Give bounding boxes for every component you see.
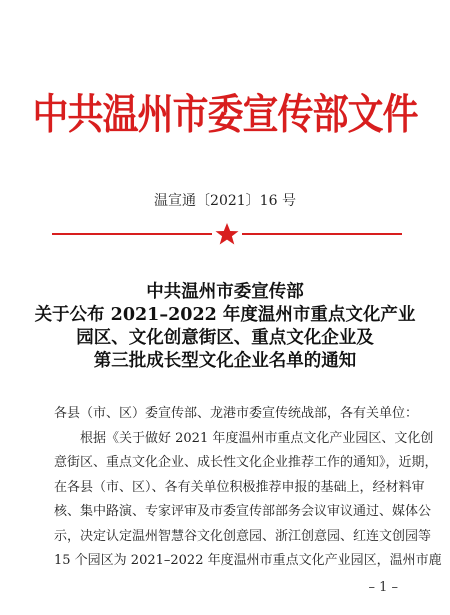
salutation: 各县（市、区）委宣传部、龙港市委宣传统战部，各有关单位：	[54, 406, 419, 421]
page-number: – 1 –	[368, 580, 398, 595]
body-line: 示，决定认定温州智慧谷文化创意园、浙江创意园、红连文创园等	[54, 528, 432, 544]
body-line: 核、集中路演、专家评审及市委宣传部部务会议审议通过、媒体公	[54, 504, 432, 519]
title-line: 园区、文化创意街区、重点文化企业及	[76, 328, 374, 348]
red-divider	[52, 222, 402, 246]
star-icon	[216, 223, 239, 245]
document-masthead: 中共温州市委宣传部文件	[32, 91, 418, 139]
title-line: 第三批成长型文化企业名单的通知	[93, 351, 357, 371]
body-line: 在各县（市、区）、各有关单位积极推荐申报的基础上，经材料审	[54, 479, 425, 495]
document-number: 温宣通〔2021〕16 号	[154, 193, 296, 209]
document-body	[54, 402, 442, 574]
title-line: 关于公布 2021–2022 年度温州市重点文化产业	[34, 305, 416, 325]
body-line: 15 个园区为 2021–2022 年度温州市重点文化产业园区，温州市鹿	[54, 553, 442, 568]
body-line: 意街区、重点文化企业、成长性文化企业推荐工作的通知》，近期，	[54, 455, 438, 470]
body-line: 根据《关于做好 2021 年度温州市重点文化产业园区、文化创	[80, 430, 434, 446]
document-title	[0, 281, 450, 373]
title-line: 中共温州市委宣传部	[146, 282, 304, 302]
